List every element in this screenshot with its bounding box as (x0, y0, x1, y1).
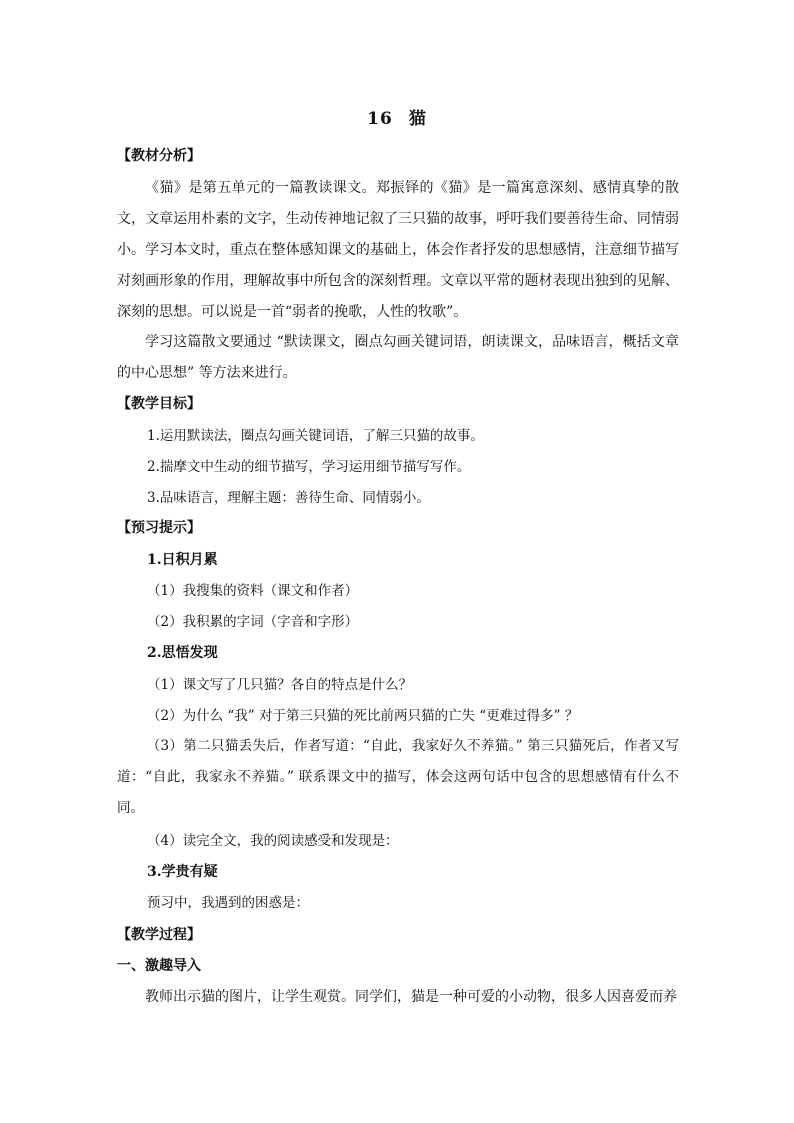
preview-question-4: （4）读完全文，我的阅读感受和发现是： (147, 833, 399, 849)
preview-question-1: （1）课文写了几只猫？各自的特点是什么？ (147, 677, 413, 693)
analysis-paragraph-1: 《猫》是第五单元的一篇教读课文。郑振铎的《猫》是一篇寓意深刻、感情真挚的散文，文章运用朴素的文字，生动传神地记叙了三只猫的故事，呼吁我们要善待生命、同情弱小。学习本文时，重点在整体感知课文的基础上，体会作者抒发的思想感情，注意细节描写对刻画形象的作用，理解故事中所包含的深刻哲理。文章以平常的题材表现出独到的见解、深刻的思想。可以说是一首“弱者的挽歌，人性的牧歌”。 (117, 180, 679, 320)
goal-item-2: 2.揣摩文中生动的细节描写，学习运用细节描写写作。 (147, 459, 471, 475)
preview-part-3-title: 3.学贵有疑 (147, 864, 218, 880)
preview-part-1-item-2: （2）我积累的字词（字音和字形） (147, 614, 359, 630)
goal-item-1: 1.运用默读法，圈点勾画关键词语，了解三只猫的故事。 (147, 428, 484, 444)
preview-question-3: （3）第二只猫丢失后，作者写道：“自此，我家好久不养猫。” 第三只猫死后，作者又写道：“自此，我家永不养猫。” 联系课文中的描写，体会这两句话中包含的思想感情有什么不同。 (117, 738, 679, 816)
section-heading-preview: 【预习提示】 (117, 520, 201, 536)
process-subheading-1: 一、激趣导入 (117, 958, 201, 974)
preview-part-2-title: 2.思悟发现 (147, 645, 218, 661)
goal-item-3: 3.品味语言，理解主题：善待生命、同情弱小。 (147, 490, 430, 506)
analysis-paragraph-2: 学习这篇散文要通过 “默读课文，圈点勾画关键词语，朗读课文，品味语言，概括文章的中心思想” 等方法来进行。 (117, 334, 679, 381)
preview-question-2: （2）为什么 “我” 对于第三只猫的死比前两只猫的亡失 “更难过得多” ？ (147, 708, 579, 724)
process-paragraph-1: 教师出示猫的图片，让学生观赏。同学们，猫是一种可爱的小动物，很多人因喜爱而养 (145, 989, 677, 1005)
section-heading-goals: 【教学目标】 (117, 396, 201, 412)
preview-part-3-text: 预习中，我遇到的困惑是： (147, 895, 309, 911)
section-heading-analysis: 【教材分析】 (117, 148, 201, 164)
preview-part-1-item-1: （1）我搜集的资料（课文和作者） (147, 583, 359, 599)
page-title (0, 104, 794, 129)
lesson-title: 猫 (408, 109, 427, 129)
section-heading-process: 【教学过程】 (117, 927, 201, 943)
preview-part-1-title: 1.日积月累 (147, 552, 218, 568)
lesson-number: 16 (367, 109, 393, 129)
